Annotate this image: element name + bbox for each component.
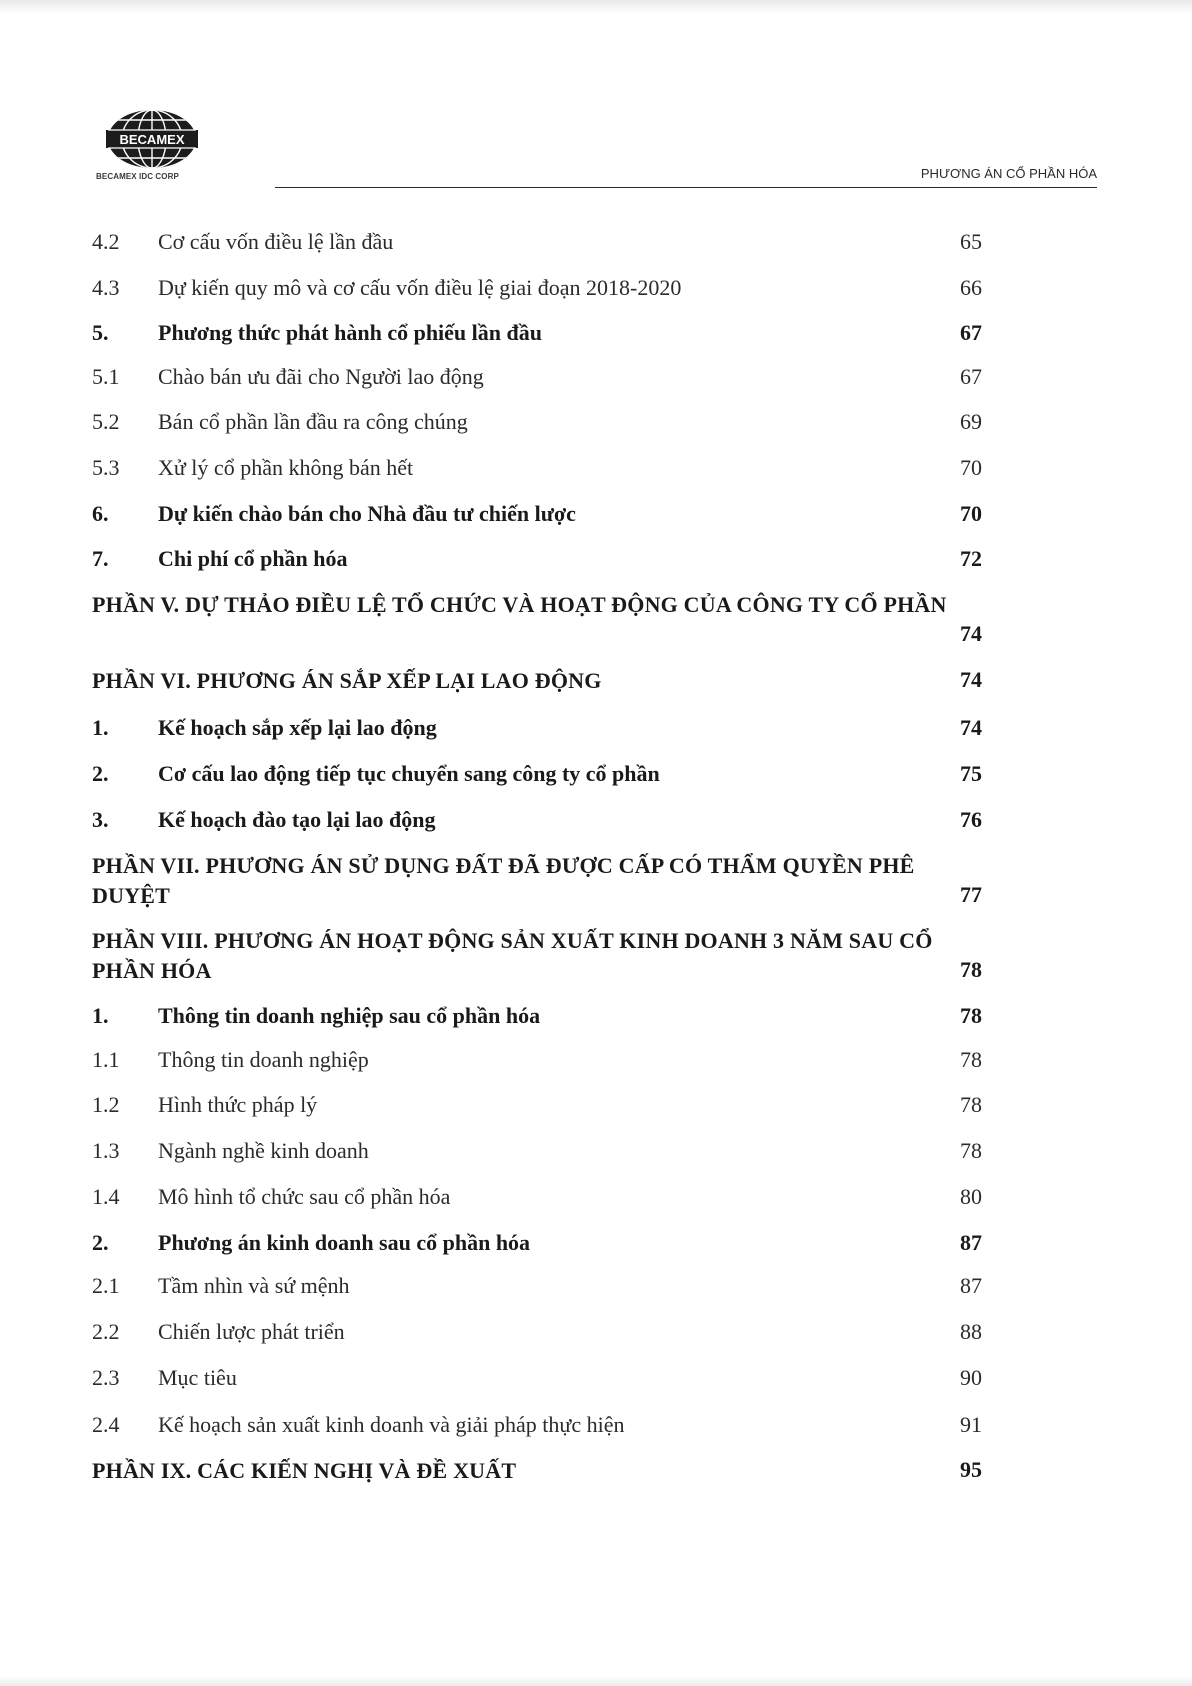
toc-entry-page: 67: [960, 320, 982, 345]
toc-entry-page: 78: [960, 1047, 982, 1072]
toc-entry-title: Kế hoạch đào tạo lại lao động: [158, 807, 436, 832]
toc-entry-page: 80: [960, 1184, 982, 1209]
toc-entry-page: 95: [960, 1457, 982, 1482]
company-logo: [96, 108, 210, 181]
toc-entry-page: 70: [960, 501, 982, 526]
toc-entry-page: 87: [960, 1230, 982, 1255]
toc-part-title: PHẦN VI. PHƯƠNG ÁN SẮP XẾP LẠI LAO ĐỘNG: [92, 668, 602, 693]
toc-entry-title: Cơ cấu lao động tiếp tục chuyển sang công ty cổ phần: [158, 761, 660, 786]
toc-entry-page: 74: [960, 715, 982, 740]
toc-entry-title: Cơ cấu vốn điều lệ lần đầu: [158, 229, 394, 254]
toc-entry-number: 5.: [92, 320, 109, 345]
toc-entry-page: 65: [960, 229, 982, 254]
svg-text:BECAMEX: BECAMEX: [119, 132, 185, 147]
toc-entry-number: 1.2: [92, 1092, 120, 1117]
toc-entry-title: Mô hình tổ chức sau cổ phần hóa: [158, 1184, 451, 1209]
toc-entry-title: Xử lý cổ phần không bán hết: [158, 455, 414, 480]
toc-entry-page: 69: [960, 409, 982, 434]
toc-entry-number: 1.: [92, 1003, 109, 1028]
toc-entry-page: 67: [960, 364, 982, 389]
scan-edge-bottom: [0, 1676, 1192, 1686]
toc-entry-number: 4.2: [92, 229, 120, 254]
header-title: PHƯƠNG ÁN CỔ PHẦN HÓA: [920, 166, 1097, 181]
toc-entry-page: 75: [960, 761, 982, 786]
globe-logo-icon: [106, 108, 198, 170]
toc-entry-page: 66: [960, 275, 982, 300]
toc-part-title: PHẦN VII. PHƯƠNG ÁN SỬ DỤNG ĐẤT ĐÃ ĐƯỢC CẤP CÓ THẨM QUYỀN PHÊ DUYỆT: [92, 853, 915, 908]
toc-entry-number: 2.1: [92, 1273, 120, 1298]
toc-entry-title: Chi phí cổ phần hóa: [158, 546, 348, 571]
toc-entry-page: 74: [960, 667, 982, 692]
toc-entry-page: 74: [960, 621, 982, 646]
toc-entry-title: Chào bán ưu đãi cho Người lao động: [158, 364, 484, 389]
toc-entry-page: 78: [960, 1092, 982, 1117]
toc-entry-page: 70: [960, 455, 982, 480]
toc-entry-page: 91: [960, 1412, 982, 1437]
toc-entry-title: Phương thức phát hành cổ phiếu lần đầu: [158, 320, 542, 345]
toc-entry-number: 4.3: [92, 275, 120, 300]
toc-entry-page: 88: [960, 1319, 982, 1344]
toc-entry-title: Thông tin doanh nghiệp: [158, 1047, 369, 1072]
toc-entry-title: Kế hoạch sắp xếp lại lao động: [158, 715, 437, 740]
toc-part-title: PHẦN V. DỰ THẢO ĐIỀU LỆ TỔ CHỨC VÀ HOẠT ĐỘNG CỦA CÔNG TY CỔ PHẦN: [92, 592, 947, 617]
toc-entry-title: Phương án kinh doanh sau cổ phần hóa: [158, 1230, 531, 1255]
toc-entry-number: 1.4: [92, 1184, 120, 1209]
toc-entry-number: 1.3: [92, 1138, 120, 1163]
toc-part-title: PHẦN VIII. PHƯƠNG ÁN HOẠT ĐỘNG SẢN XUẤT KINH DOANH 3 NĂM SAU CỔ PHẦN HÓA: [92, 928, 933, 983]
toc-entry-page: 72: [960, 546, 982, 571]
toc-entry-page: 76: [960, 807, 982, 832]
toc-entry-page: 90: [960, 1365, 982, 1390]
toc-entry-title: Chiến lược phát triển: [158, 1319, 345, 1344]
toc-entry-page: 78: [960, 1003, 982, 1028]
toc-entry-number: 7.: [92, 546, 109, 571]
toc-entry-page: 78: [960, 1138, 982, 1163]
toc-entry-number: 2.4: [92, 1412, 120, 1437]
scan-edge-top: [0, 0, 1192, 14]
toc-part-title: PHẦN IX. CÁC KIẾN NGHỊ VÀ ĐỀ XUẤT: [92, 1458, 517, 1483]
toc-entry-number: 5.3: [92, 455, 120, 480]
toc-entry-number: 2.2: [92, 1319, 120, 1344]
toc-entry-number: 5.2: [92, 409, 120, 434]
toc-entry-number: 6.: [92, 501, 109, 526]
toc-entry-title: Mục tiêu: [158, 1365, 237, 1390]
toc-entry-title: Kế hoạch sản xuất kinh doanh và giải pháp thực hiện: [158, 1412, 625, 1437]
toc-entry-title: Ngành nghề kinh doanh: [158, 1138, 369, 1163]
toc-entry-title: Dự kiến quy mô và cơ cấu vốn điều lệ giai đoạn 2018-2020: [158, 275, 682, 300]
toc-entry-number: 5.1: [92, 364, 120, 389]
toc-entry-number: 2.3: [92, 1365, 120, 1390]
toc-entry-page: 87: [960, 1273, 982, 1298]
toc-entry-number: 1.: [92, 715, 109, 740]
toc-entry-title: Tầm nhìn và sứ mệnh: [158, 1273, 350, 1298]
toc-entry-number: 1.1: [92, 1047, 120, 1072]
toc-entry-title: Dự kiến chào bán cho Nhà đầu tư chiến lược: [158, 501, 576, 526]
toc-entry-title: Hình thức pháp lý: [158, 1092, 318, 1117]
toc-entry-number: 2.: [92, 1230, 109, 1255]
header-rule: [275, 187, 1097, 188]
toc-entry-title: Thông tin doanh nghiệp sau cổ phần hóa: [158, 1003, 541, 1028]
toc-entry-page: 78: [960, 957, 982, 982]
toc-entry-title: Bán cổ phần lần đầu ra công chúng: [158, 409, 468, 434]
toc-entry-number: 2.: [92, 761, 109, 786]
toc-entry-number: 3.: [92, 807, 109, 832]
toc-entry-page: 77: [960, 882, 982, 907]
logo-caption: BECAMEX IDC CORP: [96, 172, 179, 181]
